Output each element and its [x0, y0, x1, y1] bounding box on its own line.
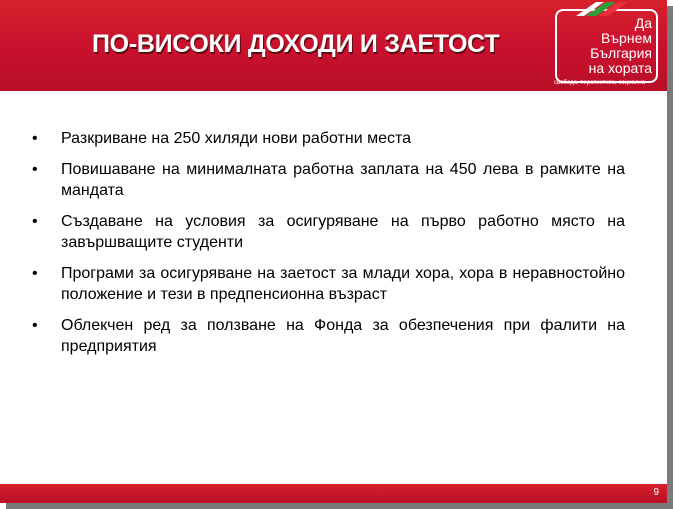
- slide-footer: [0, 484, 667, 503]
- bullet-item: [32, 159, 625, 201]
- bullet-item: [32, 263, 625, 305]
- party-logo: [552, 1, 662, 89]
- bullet-marker: •: [32, 130, 38, 147]
- slide-shadow-bottom: [6, 503, 673, 509]
- logo-text-line: на хората: [588, 60, 652, 76]
- slide-shadow-right: [667, 6, 673, 509]
- page-number: 9: [653, 487, 659, 498]
- bullet-list: [32, 128, 625, 367]
- bullet-item: [32, 128, 625, 149]
- bullet-marker: •: [32, 317, 38, 334]
- bullet-text: Разкриване на 250 хиляди нови работни места: [61, 130, 412, 147]
- bullet-marker: •: [32, 265, 38, 282]
- bullet-text: Повишаване на минималната работна заплата на 450 лева в рамките на мандата: [61, 161, 625, 199]
- logo-text-line: Върнем: [600, 30, 652, 46]
- logo-text-line: България: [590, 45, 652, 61]
- bullet-text: Създаване на условия за осигуряване на първо работно място на завършващите студенти: [61, 213, 625, 251]
- bullet-text: Облекчен ред за ползване на Фонда за обезпечения при фалити на предприятия: [61, 317, 625, 355]
- logo-tagline: свобода, перспектива, социална: [554, 80, 646, 86]
- logo-flag-stripes-icon: [574, 0, 644, 18]
- slide-header: [0, 0, 667, 91]
- logo-text-line: Да: [634, 15, 652, 31]
- bullet-marker: •: [32, 161, 38, 178]
- bullet-text: Програми за осигуряване на заетост за млади хора, хора в неравностойно положение и тези в предпенсионна възраст: [61, 265, 625, 303]
- bullet-item: [32, 211, 625, 253]
- bullet-marker: •: [32, 213, 38, 230]
- slide-title: ПО-ВИСОКИ ДОХОДИ И ЗАЕТОСТ: [92, 30, 500, 58]
- bullet-item: [32, 315, 625, 357]
